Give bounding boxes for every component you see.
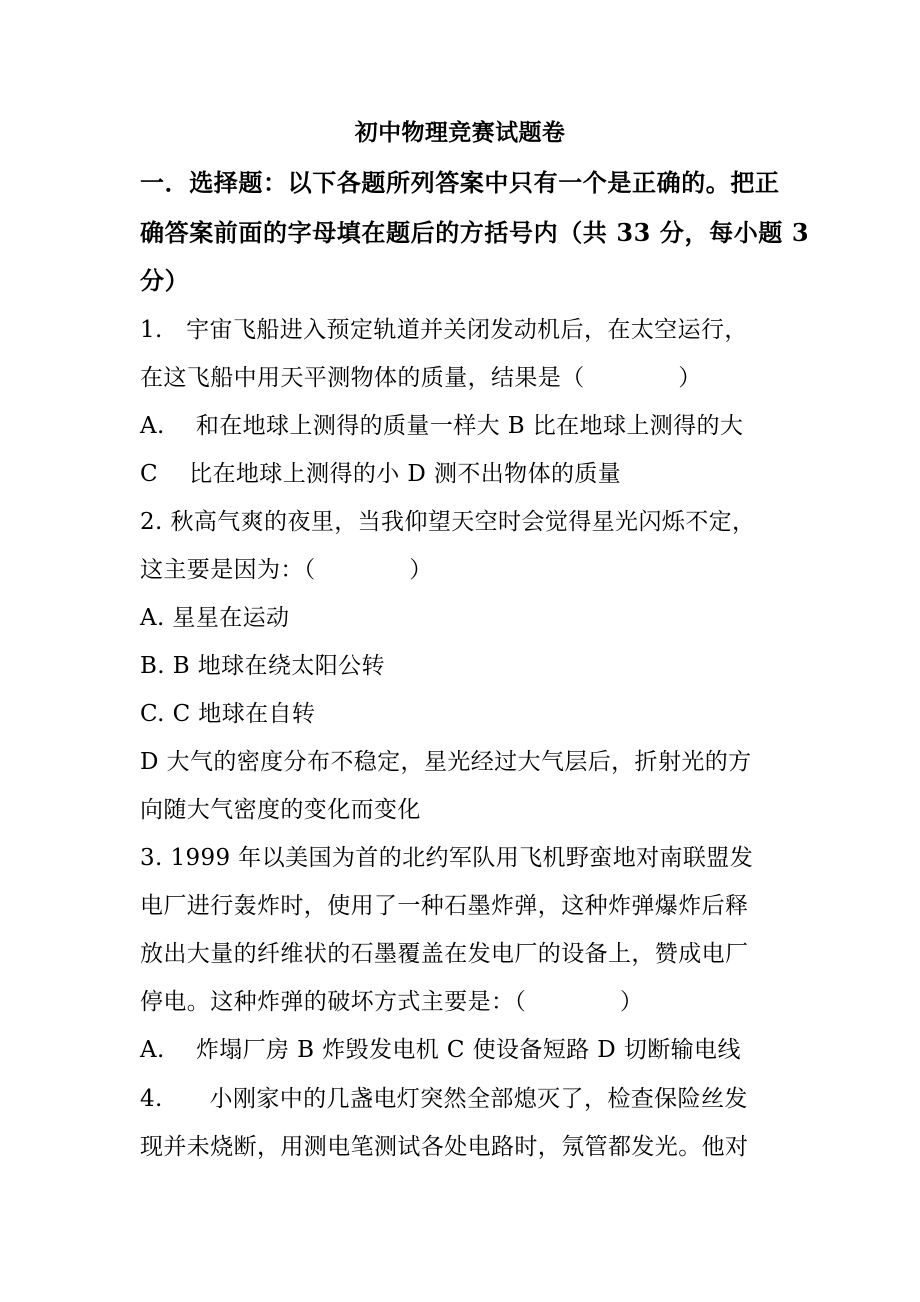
q3-stem-line-3: 放出大量的纤维状的石墨覆盖在发电厂的设备上，赞成电厂	[140, 941, 749, 967]
q4-stem-line-2: 现并未烧断，用测电笔测试各处电路时，氖管都发光。他对	[140, 1134, 749, 1160]
q1-stem-line-2: 在这飞船中用天平测物体的质量，结果是（ ）	[140, 365, 702, 391]
q3-options-line: A. 炸塌厂房 B 炸毁发电机 C 使设备短路 D 切断输电线	[140, 1037, 741, 1063]
q4-stem-line-1: 4. 小刚家中的几盏电灯突然全部熄灭了，检查保险丝发	[140, 1086, 748, 1112]
document-title: 初中物理竞赛试题卷	[354, 119, 566, 146]
q2-option-d-line-2: 向随大气密度的变化而变化	[140, 797, 421, 823]
q1-options-line-1: A. 和在地球上测得的质量一样大 B 比在地球上测得的大	[140, 413, 744, 439]
q2-option-c: C. C 地球在自转	[140, 701, 316, 727]
q3-stem-line-4: 停电。这种炸弹的破坏方式主要是：（ ）	[140, 989, 644, 1015]
q3-stem-line-1: 3. 1999 年以美国为首的北约军队用飞机野蛮地对南联盟发	[140, 845, 754, 871]
section-heading-line-1: 一．选择题：以下各题所列答案中只有一个是正确的。把正	[140, 168, 780, 197]
q1-stem-line-1: 1. 宇宙飞船进入预定轨道并关闭发动机后，在太空运行，	[140, 317, 748, 343]
section-heading-line-2: 确答案前面的字母填在题后的方括号内（共 33 分，每小题 3	[140, 218, 810, 247]
q2-stem-line-1: 2. 秋高气爽的夜里，当我仰望天空时会觉得星光闪烁不定，	[140, 509, 756, 535]
section-heading-line-3: 分）	[140, 266, 190, 295]
q2-option-a: A. 星星在运动	[140, 605, 290, 631]
q2-stem-line-2: 这主要是因为：（ ）	[140, 557, 433, 583]
q1-options-line-2: C 比在地球上测得的小 D 测不出物体的质量	[140, 461, 622, 487]
q2-option-d-line-1: D 大气的密度分布不稳定，星光经过大气层后，折射光的方	[140, 749, 752, 775]
q3-stem-line-2: 电厂进行轰炸时，使用了一种石墨炸弹，这种炸弹爆炸后释	[140, 893, 749, 919]
q2-option-b: B. B 地球在绕太阳公转	[140, 653, 385, 679]
